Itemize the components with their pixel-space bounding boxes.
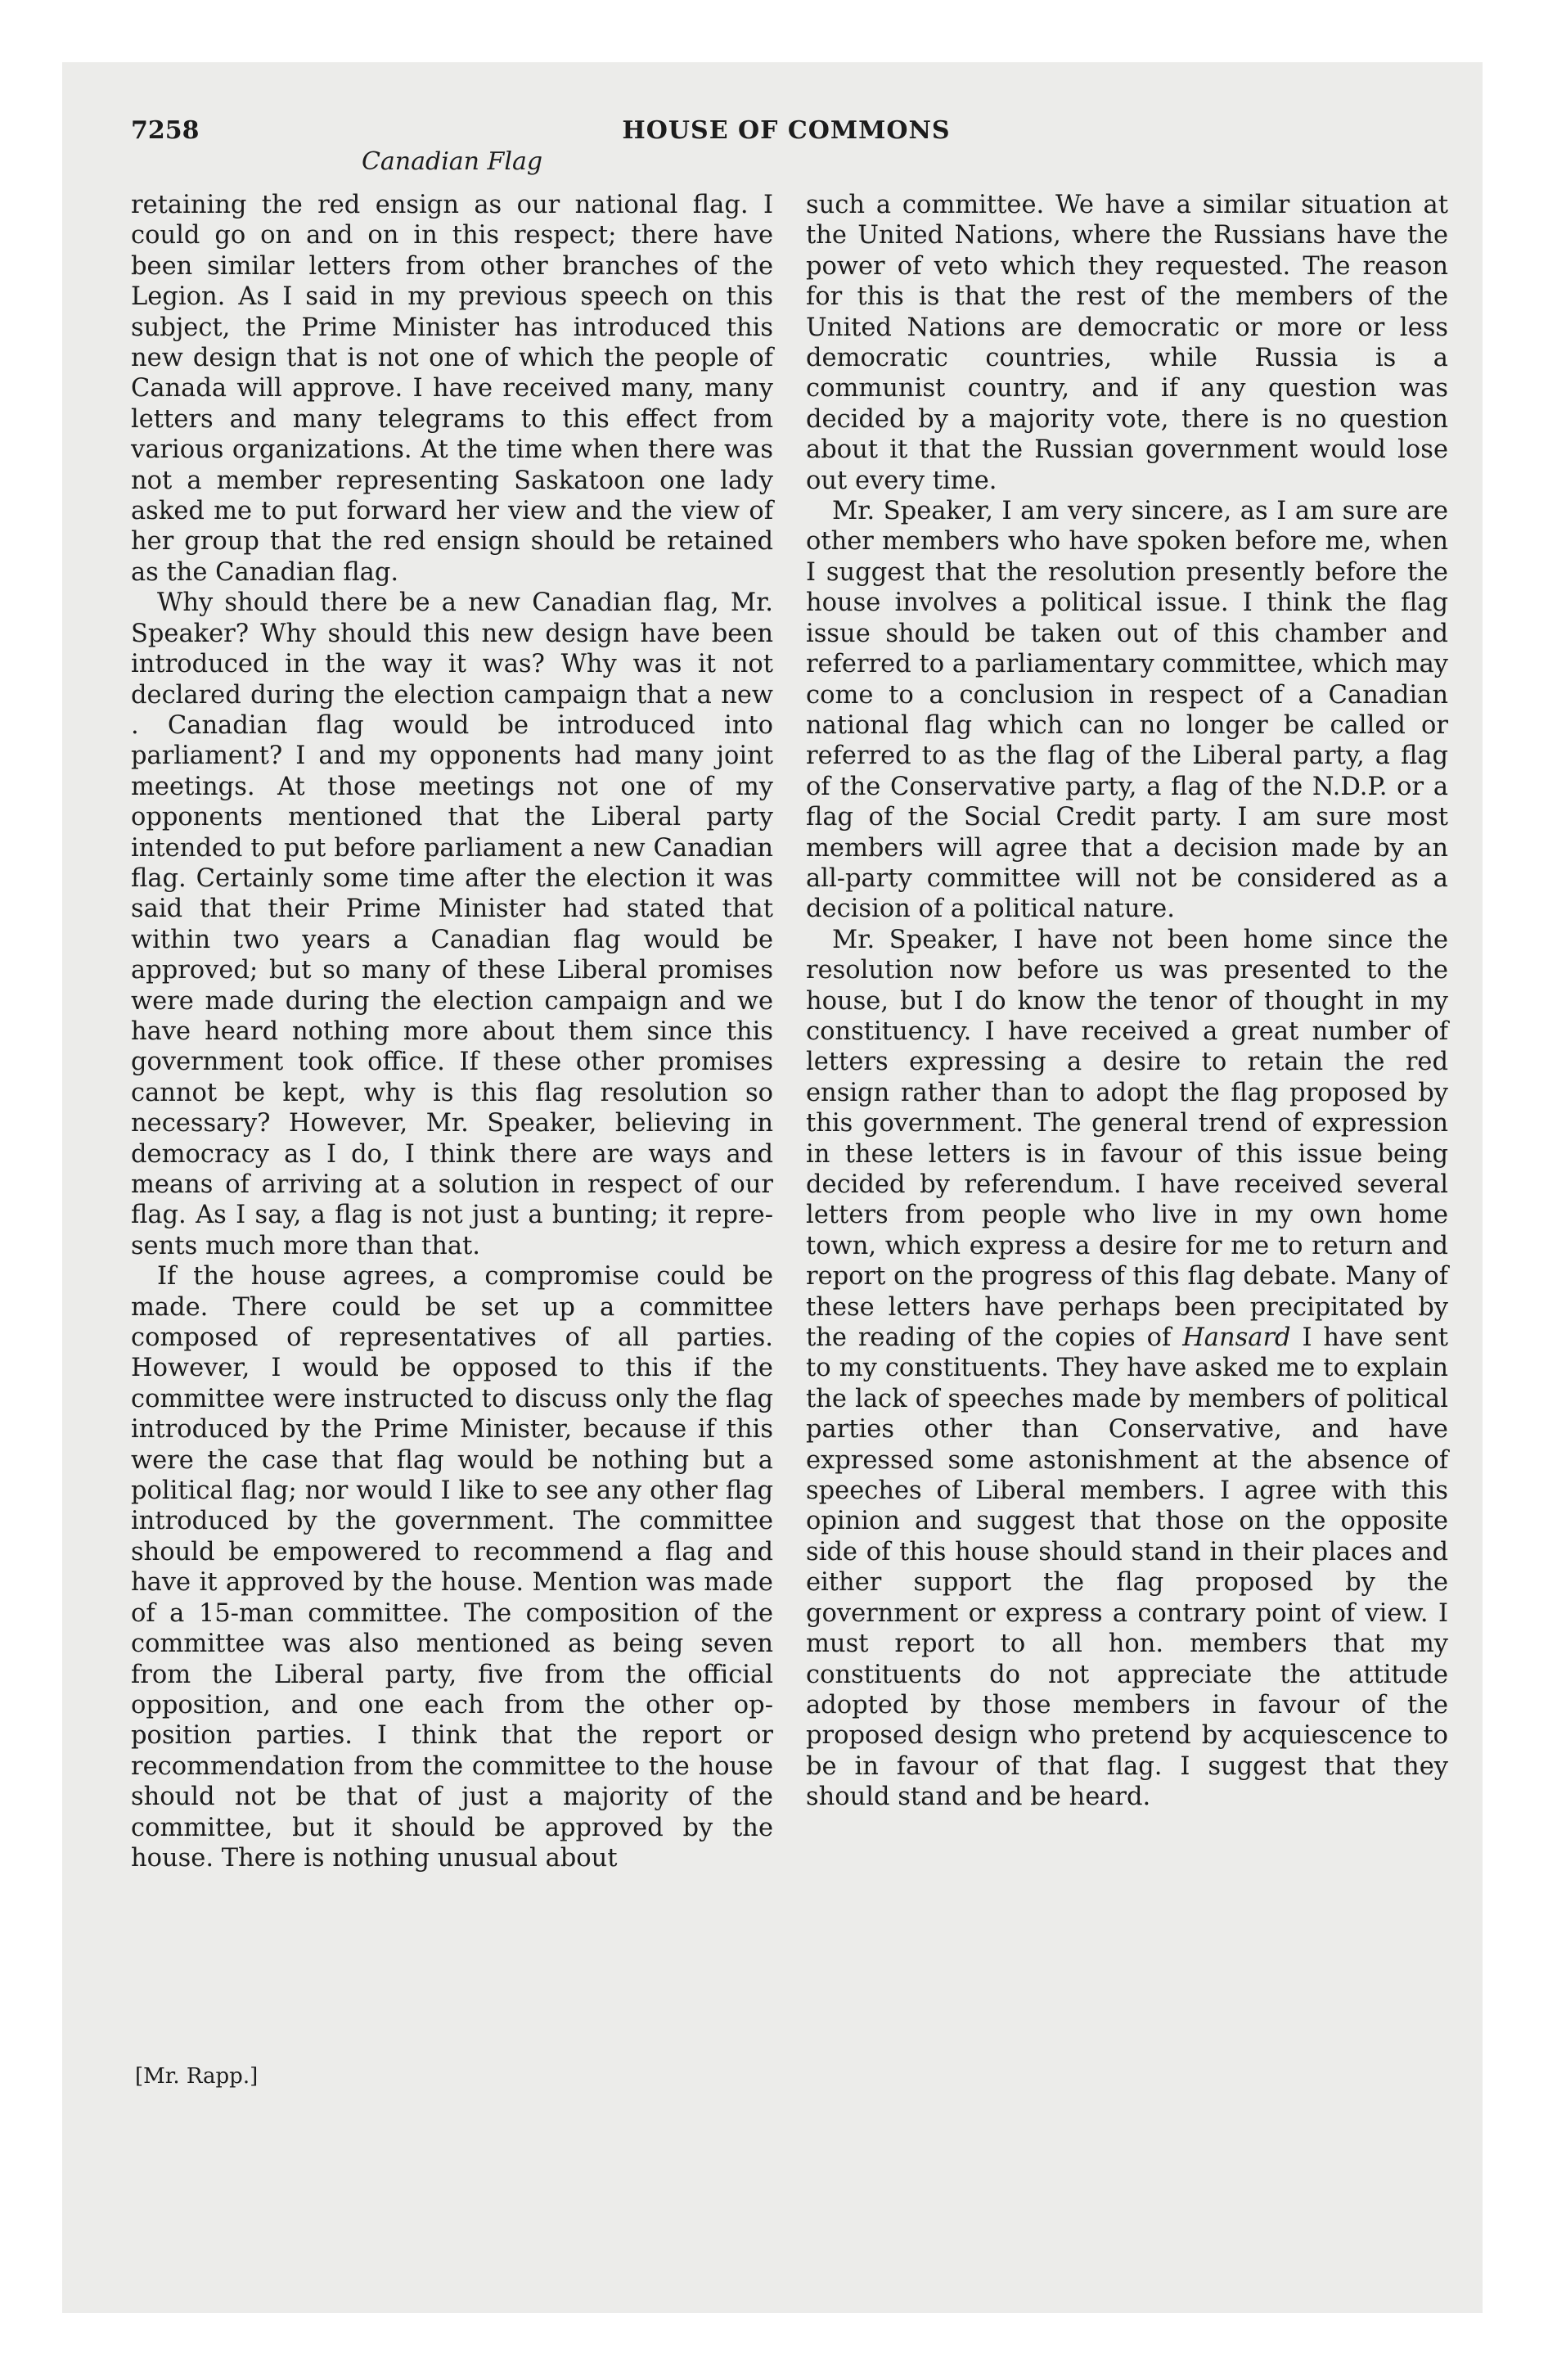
left-column bbox=[131, 190, 773, 1873]
paragraph: retaining the red ensign as our national flag. I could go on and on in this respect; there have been similar letters from other branches of the Legion. As I said in my previous speech on this subject, the Prime Minister has introduced this new design that is not one of which the people of Canada will approve. I have received many, many letters and many telegrams to this effect from various organizations. At the time when there was not a member representing Saskatoon one lady asked me to put forward her view and the view of her group that the red ensign should be retained as the Canadian flag. bbox=[131, 191, 773, 587]
paragraph: If the house agrees, a compromise could be made. There could be set up a committee composed of representatives of all parties. However, I would be opposed to this if the committee were instructed to discuss only the flag introduced by the Prime Minister, because if this were the case that flag would be nothing but a political flag; nor would I like to see any other flag introduced by the government. The committee should be empowered to recommend a flag and have it approved by the house. Mention was made of a 15-man committee. The composition of the committee was also mentioned as being seven from the Liberal party, five from the official opposition, and one each from the other opposition parties. I think that the report or recommendation from the committee to the house should not be that of just a majority of the committee, but it should be approved by the house. There is nothing unusual about bbox=[131, 1262, 773, 1873]
paragraph-text: Mr. Speaker, I have not been home since the resolution now before us was presented to the house, but I do know the tenor of thought in my constituency. I have received a great number of letters expressing a desire to retain the red ensign rather than to adopt the flag proposed by this government. The general trend of expression in these letters is in favour of this issue being decided by referendum. I have received several letters from people who live in my own home town, which express a desire for me to return and report on the progress of this flag debate. Many of these letters have perhaps been precipitated by the reading of the copies of bbox=[806, 925, 1448, 1353]
paragraph bbox=[806, 925, 1448, 1813]
paragraph: Why should there be a new Canadian flag, Mr. Speaker? Why should this new design have been introduced in the way it was? Why was it not declared during the election campaign that a new . Canadian flag would be introduced into parliament? I and my opponents had many joint meetings. At those meetings not one of my opponents mentioned that the Liberal party intended to put before parliament a new Canadian flag. Certainly some time after the election it was said that their Prime Minister had stated that within two years a Canadian flag would be approved; but so many of these Liberal promises were made during the election campaign and we have heard nothing more about them since this government took office. If these other promises cannot be kept, why is this flag resolution so necessary? However, Mr. Speaker, believing in democracy as I do, I think there are ways and means of arriving at a solution in respect of our flag. As I say, a flag is not just a bunting; it represents much more than that. bbox=[131, 588, 773, 1260]
running-head: HOUSE OF COMMONS bbox=[622, 116, 951, 145]
hansard-title: Hansard bbox=[1182, 1323, 1291, 1353]
speaker-note: [Mr. Rapp.] bbox=[135, 2064, 259, 2089]
paragraph: Mr. Speaker, I am very sincere, as I am sure are other members who have spoken before me, when I suggest that the resolution presently before the house involves a political issue. I think the flag issue should be taken out of this chamber and referred to a parliamentary committee, which may come to a conclusion in respect of a Canadian national flag which can no longer be called or referred to as the flag of the Liberal party, a flag of the Conservative party, a flag of the N.D.P. or a flag of the Social Credit party. I am sure most members will agree that a decision made by an all-party committee will not be considered as a decision of a political nature. bbox=[806, 497, 1448, 924]
right-column bbox=[806, 190, 1448, 1813]
page-number: 7258 bbox=[131, 116, 200, 145]
subject-heading: Canadian Flag bbox=[361, 147, 543, 176]
paragraph-text: I have sent to my constituents. They have asked me to explain the lack of speeches made by members of political parties other than Conservative, and have expressed some astonishment at the absence of speeches of Liberal members. I agree with this opinion and suggest that those on the opposite side of this house should stand in their places and either support the flag proposed by the government or express a contrary point of view. I must report to all hon. members that my constituents do not appreciate the attitude adopted by those members in favour of the proposed design who pretend by acquiescence to be in favour of that flag. I suggest that they should stand and be heard. bbox=[806, 1323, 1448, 1812]
paragraph: such a committee. We have a similar situation at the United Nations, where the Russians have the power of veto which they requested. The reason for this is that the rest of the members of the United Nations are democratic or more or less democratic countries, while Russia is a communist country, and if any question was decided by a majority vote, there is no question about it that the Russian government would lose out every time. bbox=[806, 191, 1448, 495]
